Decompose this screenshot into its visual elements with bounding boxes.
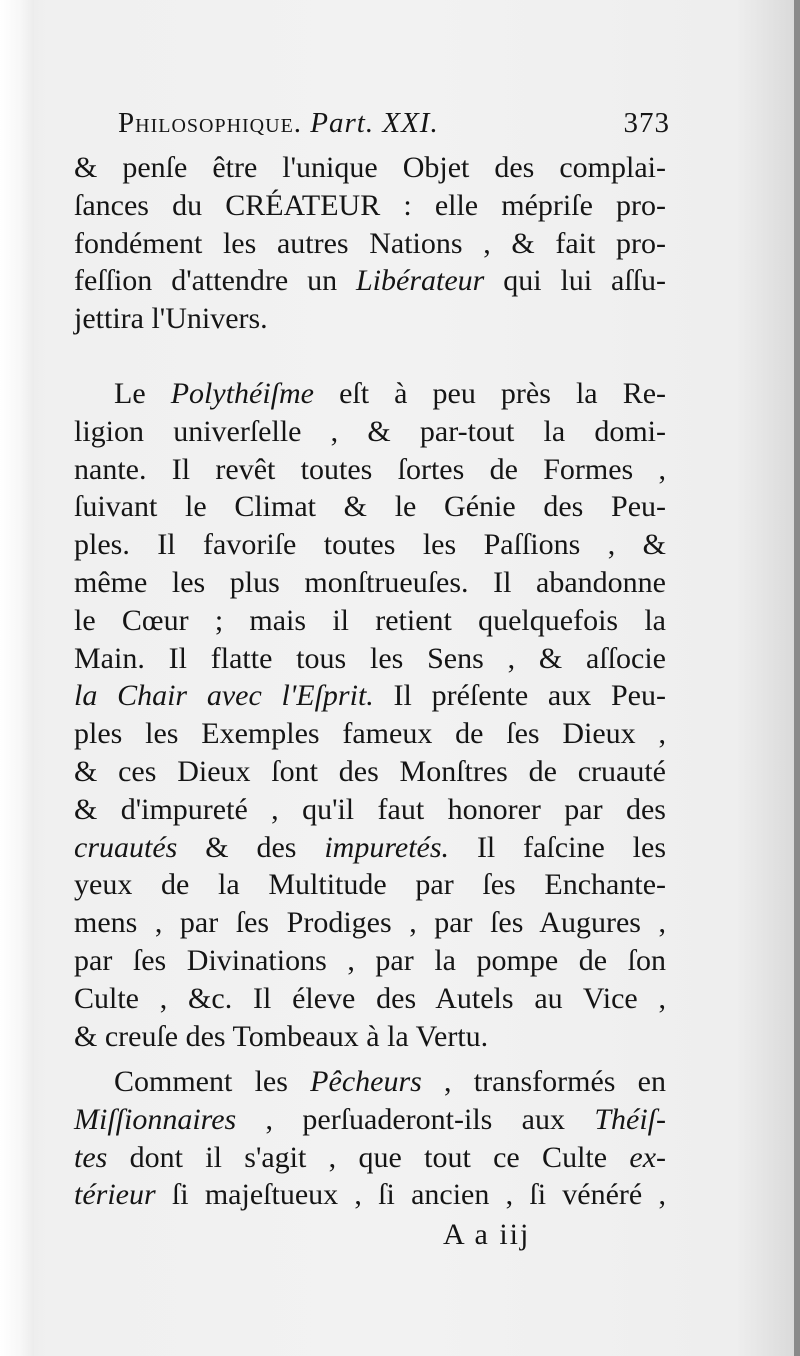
italic-span: la Chair avec l'Eſprit. [74,679,374,713]
text-span: feſſion d'attendre un [74,264,356,298]
text-line [74,980,666,1018]
text-span: & ces Dieux ſont des Monſtres de cruauté [74,754,666,788]
running-title [118,107,439,140]
text-span: eſt à peu près la Re- [314,377,667,410]
text-span: ligion univerſelle , & par-tout la domi- [74,414,666,448]
text-span: mens , par ſes Prodiges , par ſes Augures , [74,906,666,940]
paragraph-2 [74,375,666,1055]
text-line [74,1139,666,1177]
text-span: Il préſente aux Peu- [373,679,666,713]
text-span: dont il s'agit , que tout ce Culte [107,1140,630,1174]
text-span: fondément les autres Nations , & fait pro- [74,226,666,260]
text-span: ſi majeſtueux , ſi ancien , ſi vénéré , [155,1178,666,1212]
signature-mark: A a iij [443,1218,531,1251]
page-left-margin [0,0,34,1356]
text-span: jettira l'Univers. [74,302,268,336]
text-line [74,602,666,640]
running-header [118,103,670,147]
text-span: le Cœur ; mais il retient quelquefois la [74,603,666,637]
text-line [74,488,666,526]
text-span: , perſuaderont-ils aux [236,1102,595,1136]
text-span: ples. Il favoriſe toutes les Paſſions , & [74,528,666,562]
page-right-edge [794,0,800,1356]
text-line [74,715,666,753]
text-line [74,526,666,564]
text-span: ples les Exemples fameux de ſes Dieux , [74,717,666,751]
italic-span: Miſſionnaires [74,1102,237,1136]
italic-span: Libérateur [356,264,485,298]
text-line [74,1063,666,1101]
text-span: nante. Il revêt toutes ſortes de Formes , [74,452,666,486]
text-span: Il faſcine les [449,830,666,864]
text-line [74,187,666,225]
italic-span: Polythéiſme [170,377,314,410]
text-line [74,942,666,980]
text-span: , transformés en [421,1065,667,1098]
text-span: & d'impureté , qu'il faut honorer par des [74,792,666,826]
running-title-text: Philosophique. [118,107,303,139]
text-span: & creuſe des Tombeaux à la Vertu. [74,1019,489,1053]
text-line [74,640,666,678]
text-line [74,791,666,829]
text-line [74,866,666,904]
text-span: yeux de la Multitude par ſes Enchante- [74,868,666,902]
paragraph-3 [74,1063,666,1214]
text-line [74,413,666,451]
text-line [74,904,666,942]
text-line [74,225,666,263]
text-span: & des [177,830,325,864]
text-span: ſances du CRÉATEUR : elle mépriſe pro- [74,188,666,222]
text-span: & penſe être l'unique Objet des complai- [74,151,666,184]
text-span: Culte , &c. Il éleve des Autels au Vice , [74,981,666,1015]
text-line [74,375,666,413]
text-span: Comment les [114,1065,311,1098]
text-line [74,262,666,300]
italic-span: Théiſ- [594,1102,666,1136]
page-number: 373 [623,107,670,139]
italic-span: impuretés. [324,830,450,864]
text-line [74,677,666,715]
italic-span: Pêcheurs [310,1065,422,1098]
text-line [74,451,666,489]
text-span: Le [114,377,171,410]
text-line [74,753,666,791]
text-span: Main. Il flatte tous les Sens , & aſſocie [74,641,666,675]
text-span: même les plus monſtrueuſes. Il abandonne [74,565,666,599]
text-line [74,1176,666,1214]
part-number: XXI. [382,107,439,139]
paragraph-1 [74,149,666,338]
part-label: Part. [310,107,375,139]
text-line [74,829,666,867]
text-line [74,1018,666,1056]
text-line [74,564,666,602]
italic-span: ex- [629,1140,666,1174]
text-span: ſuivant le Climat & le Génie des Peu- [74,490,666,524]
italic-span: cruautés [74,830,178,864]
text-line [74,149,666,187]
italic-span: tes [74,1140,108,1174]
italic-span: térieur [74,1178,156,1212]
text-span: par ſes Divinations , par la pompe de ſon [74,943,666,977]
text-span: qui lui aſſu- [484,264,666,298]
text-line [74,300,666,338]
text-line [74,1101,666,1139]
